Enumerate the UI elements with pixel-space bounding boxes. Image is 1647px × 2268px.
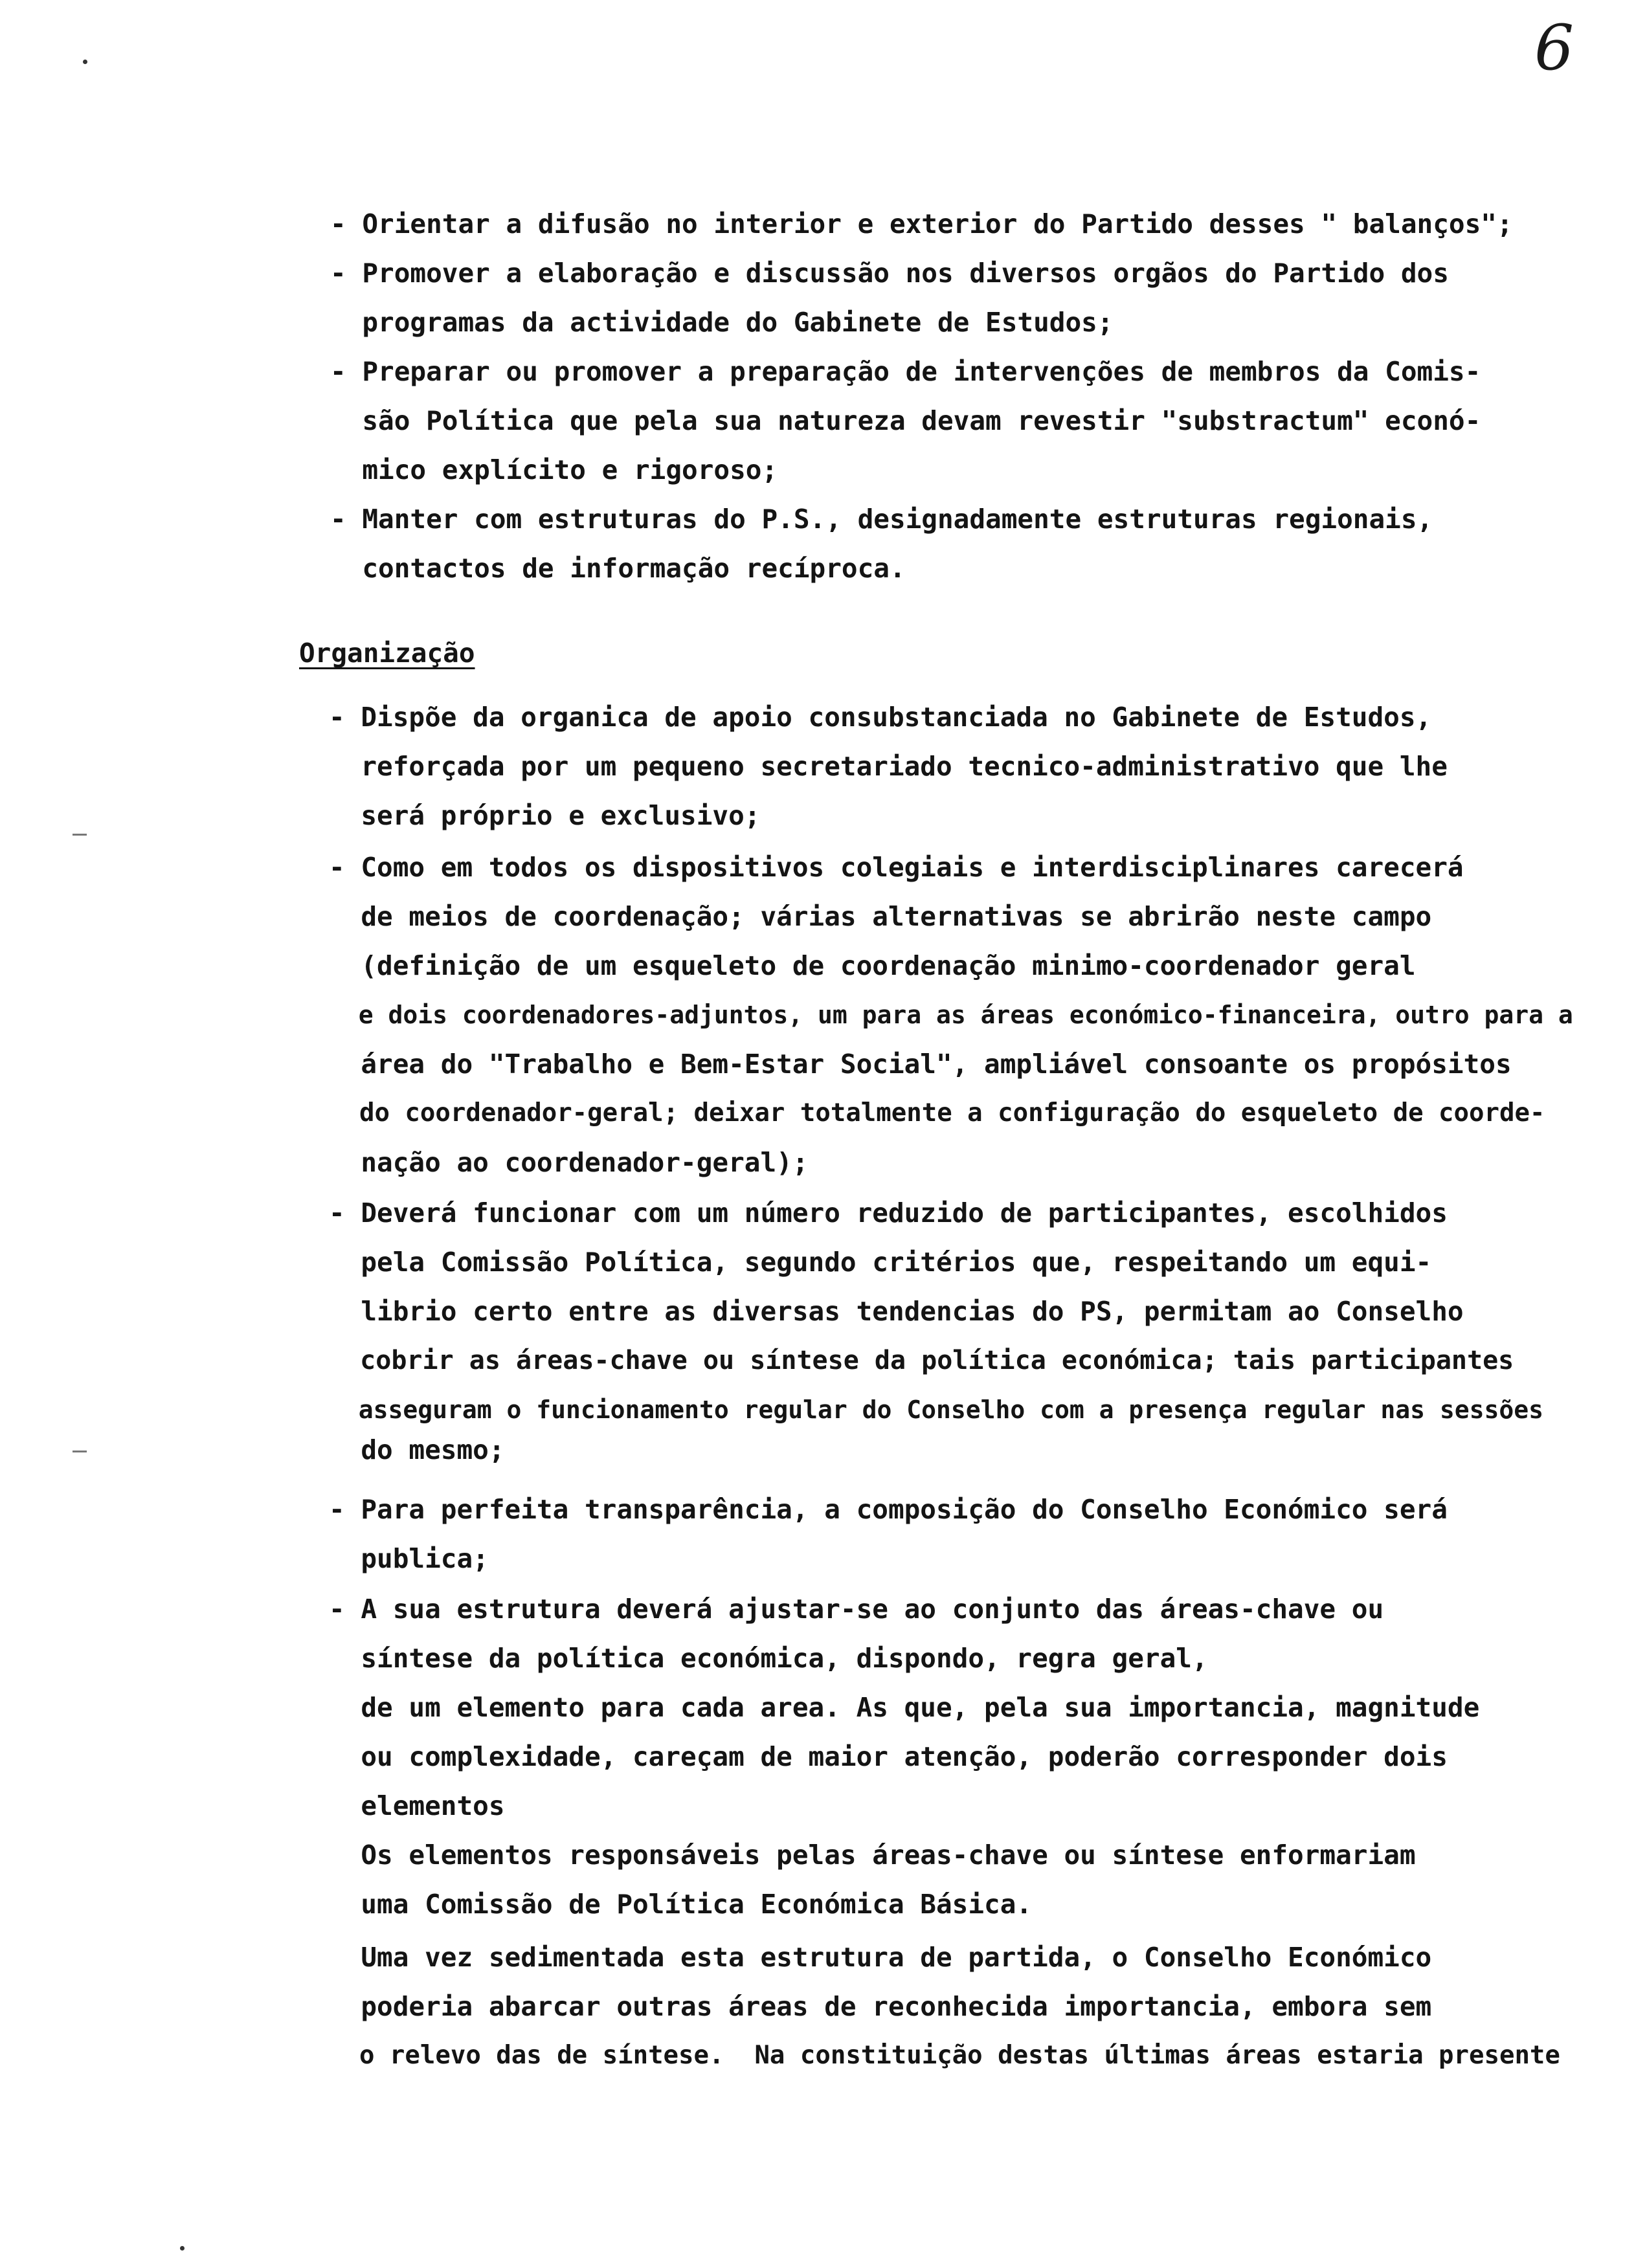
scan-speck xyxy=(83,60,87,64)
body-line: de um elemento para cada area. As que, pela sua importancia, magnitude xyxy=(329,1692,1480,1723)
section-heading: Organização xyxy=(299,638,475,669)
body-line: síntese da política económica, dispondo, regra geral, xyxy=(329,1643,1208,1674)
body-line: de meios de coordenação; várias alternativas se abrirão neste campo xyxy=(329,901,1432,932)
body-line: librio certo entre as diversas tendencias do PS, permitam ao Conselho xyxy=(329,1296,1464,1327)
body-line: área do "Trabalho e Bem-Estar Social", ampliável consoante os propósitos xyxy=(329,1049,1512,1080)
body-line: do coordenador-geral; deixar totalmente a configuração do esqueleto de coorde- xyxy=(329,1098,1545,1128)
body-line: uma Comissão de Política Económica Básica. xyxy=(329,1889,1033,1920)
scan-tick xyxy=(73,1451,87,1452)
body-line: - Para perfeita transparência, a composição do Conselho Económico será xyxy=(329,1494,1448,1525)
top-line: mico explícito e rigoroso; xyxy=(330,454,778,485)
body-line: - A sua estrutura deverá ajustar-se ao conjunto das áreas-chave ou xyxy=(329,1594,1384,1625)
top-line: - Manter com estruturas do P.S., designadamente estruturas regionais, xyxy=(330,504,1433,535)
body-line: reforçada por um pequeno secretariado tecnico-administrativo que lhe xyxy=(329,751,1448,782)
top-line: - Preparar ou promover a preparação de intervenções de membros da Comis- xyxy=(330,356,1481,387)
body-line: será próprio e exclusivo; xyxy=(329,800,761,831)
top-line: programas da actividade do Gabinete de Estudos; xyxy=(330,307,1114,338)
body-line: elementos xyxy=(329,1790,505,1821)
body-line: pela Comissão Política, segundo critérios que, respeitando um equi- xyxy=(329,1247,1432,1278)
body-line: - Deverá funcionar com um número reduzido de participantes, escolhidos xyxy=(329,1197,1448,1228)
top-line: - Orientar a difusão no interior e exterior do Partido desses " balanços"; xyxy=(330,208,1513,239)
body-line: - Dispõe da organica de apoio consubstanciada no Gabinete de Estudos, xyxy=(329,702,1432,733)
body-line: publica; xyxy=(329,1543,489,1574)
page-number: 6 xyxy=(1534,12,1574,84)
top-line: - Promover a elaboração e discussão nos diversos orgãos do Partido dos xyxy=(330,258,1449,289)
body-line: cobrir as áreas-chave ou síntese da política económica; tais participantes xyxy=(329,1346,1514,1375)
body-line: Uma vez sedimentada esta estrutura de partida, o Conselho Económico xyxy=(329,1942,1432,1973)
body-line: poderia abarcar outras áreas de reconhecida importancia, embora sem xyxy=(329,1991,1432,2022)
top-line: contactos de informação recíproca. xyxy=(330,553,906,584)
body-line: o relevo das de síntese. Na constituição destas últimas áreas estaria presente xyxy=(329,2041,1560,2070)
body-line: asseguram o funcionamento regular do Conselho com a presença regular nas sessões xyxy=(329,1395,1543,1424)
scan-tick xyxy=(73,834,87,836)
body-line: ou complexidade, careçam de maior atenção, poderão corresponder dois xyxy=(329,1741,1448,1772)
top-line: são Política que pela sua natureza devam revestir "substractum" econó- xyxy=(330,405,1481,436)
body-line: Os elementos responsáveis pelas áreas-chave ou síntese enformariam xyxy=(329,1840,1416,1871)
body-line: e dois coordenadores-adjuntos, um para as áreas económico-financeira, outro para a xyxy=(329,1001,1573,1029)
body-line: do mesmo; xyxy=(329,1434,505,1465)
body-line: - Como em todos os dispositivos colegiais e interdisciplinares carecerá xyxy=(329,852,1464,883)
scan-speck xyxy=(180,2246,185,2251)
body-line: nação ao coordenador-geral); xyxy=(329,1147,809,1178)
body-line: (definição de um esqueleto de coordenação minimo-coordenador geral xyxy=(329,950,1416,981)
